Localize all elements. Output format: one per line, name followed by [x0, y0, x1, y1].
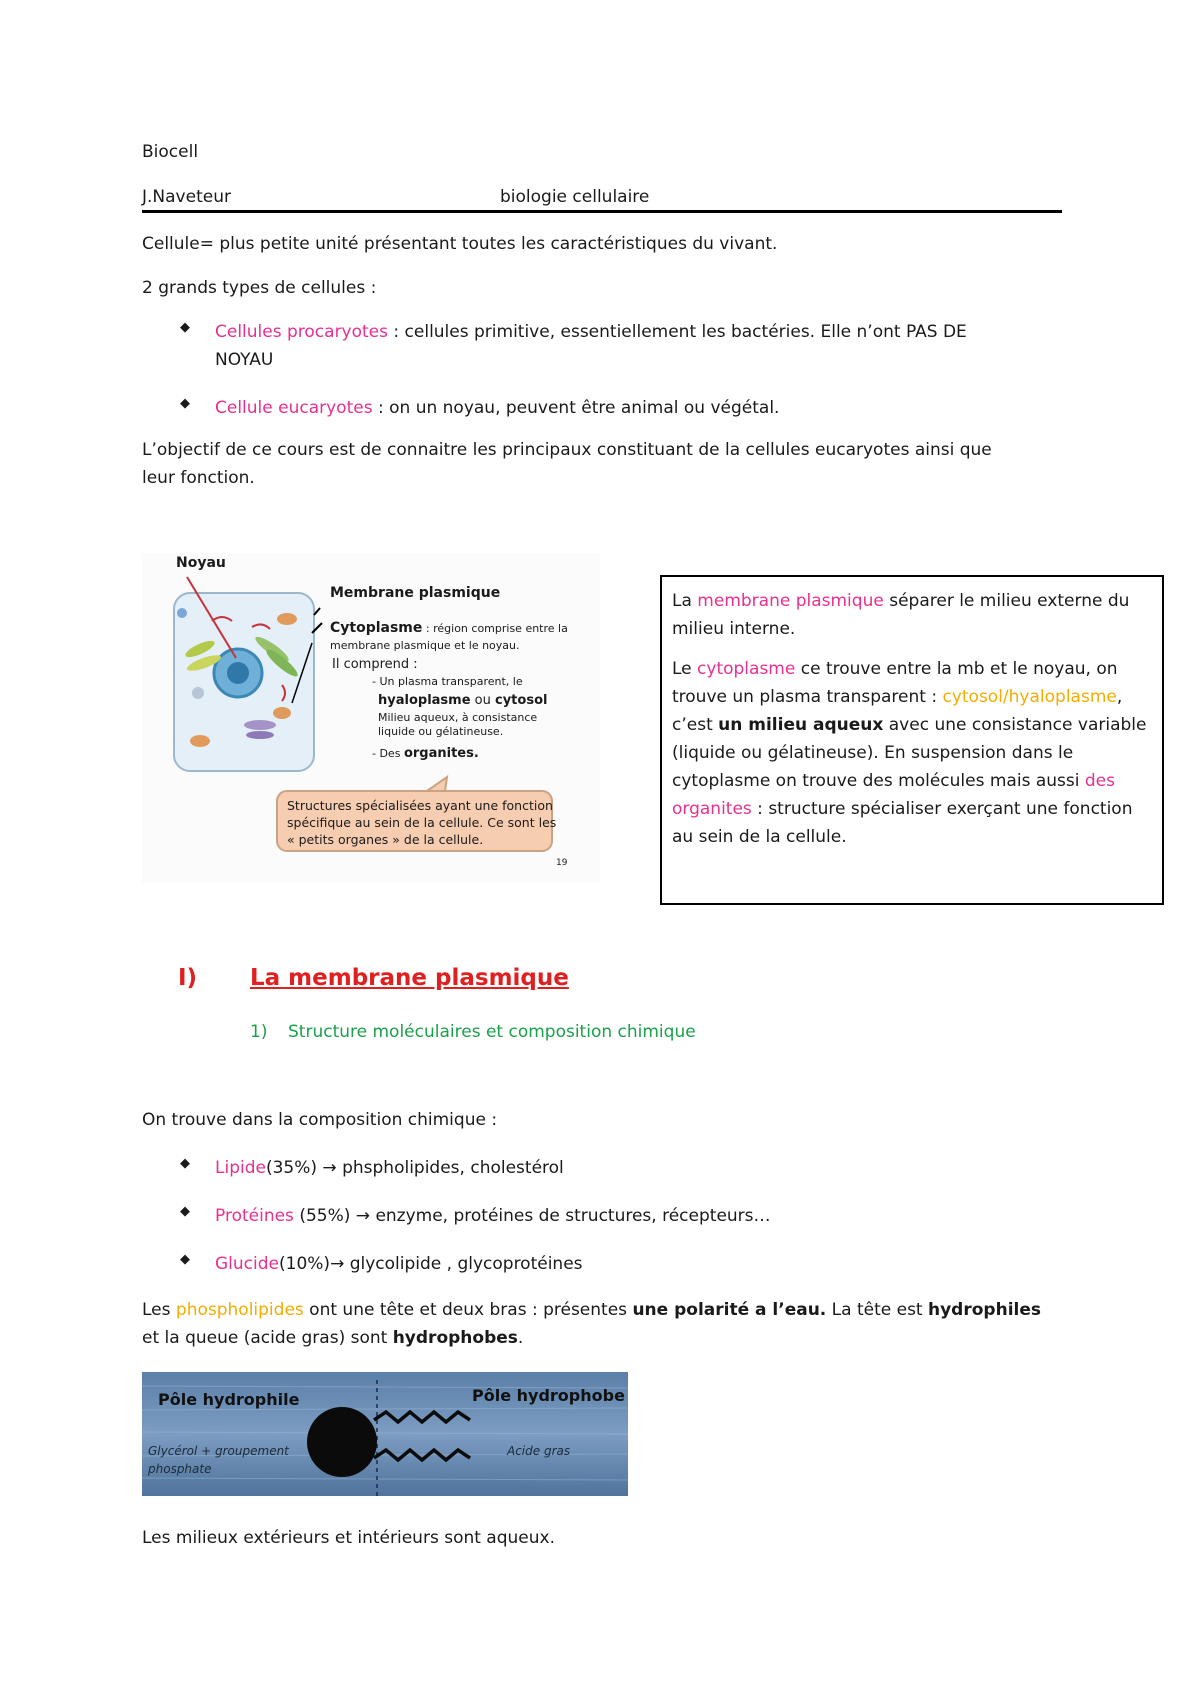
callout-text: Structures spécialisées ayant une fonction spécifique au sein de la cellule. Ce sont les « petits organes » de la cellule.: [287, 798, 557, 847]
label-cytoplasme: Cytoplasme : région comprise entre la: [330, 620, 568, 636]
author: J.Naveteur: [142, 187, 231, 207]
label-noyau: Noyau: [176, 555, 226, 571]
box-p2-line5: cytoplasme on trouve des molécules mais aussi des: [672, 771, 1115, 791]
label-hydrophobe: Pôle hydrophobe: [472, 1386, 625, 1405]
phospho-line-2: et la queue (acide gras) sont hydrophobes.: [142, 1328, 524, 1348]
box-p1-line2: milieu interne.: [672, 619, 796, 639]
label-cytoplasme-desc: membrane plasmique et le noyau.: [330, 639, 520, 652]
list-item-lipide: Lipide(35%) → phspholipides, cholestérol: [215, 1158, 564, 1178]
phospholipid-diagram: [142, 1372, 628, 1496]
box-p2-line3: c’est un milieu aqueux avec une consistance variable: [672, 715, 1147, 735]
label-organites: - Des organites.: [372, 746, 479, 761]
box-p2-line4: (liquide ou gélatineuse). En suspension dans le: [672, 743, 1074, 763]
bullet-icon: ◆: [180, 320, 190, 335]
list-item-glucide: Glucide(10%)→ glycolipide , glycoprotéines: [215, 1254, 583, 1274]
label-hydrophile: Pôle hydrophile: [158, 1390, 300, 1409]
composition-intro: On trouve dans la composition chimique :: [142, 1110, 498, 1130]
subject: biologie cellulaire: [500, 187, 650, 207]
subsection-title: Structure moléculaires et composition chimique: [288, 1022, 696, 1042]
label-milieu-2: liquide ou gélatineuse.: [378, 725, 504, 738]
list-item-procaryote: Cellules procaryotes : cellules primitive, essentiellement les bactéries. Elle n’ont PAS DE: [215, 322, 967, 342]
label-comprend: Il comprend :: [332, 657, 418, 672]
list-item-procaryote-cont: NOYAU: [215, 350, 274, 370]
list-item-proteine: Protéines (55%) → enzyme, protéines de structures, récepteurs…: [215, 1206, 771, 1226]
subsection-number: 1): [250, 1022, 268, 1042]
box-p2-line1: Le cytoplasme ce trouve entre la mb et le noyau, on: [672, 659, 1118, 679]
figure-page-number: 19: [556, 858, 568, 868]
label-hyaloplasme: hyaloplasme ou cytosol: [378, 693, 548, 708]
bullet-icon: ◆: [180, 1156, 190, 1171]
cell-definition: Cellule= plus petite unité présentant toutes les caractéristiques du vivant.: [142, 234, 778, 254]
bullet-icon: ◆: [180, 1252, 190, 1267]
cell-types-intro: 2 grands types de cellules :: [142, 278, 377, 298]
box-p2-line7: au sein de la cellule.: [672, 827, 847, 847]
label-membrane: Membrane plasmique: [330, 585, 501, 601]
box-p1-line1: La membrane plasmique séparer le milieu externe du: [672, 591, 1130, 611]
label-plasma: - Un plasma transparent, le: [372, 675, 523, 688]
label-milieu-1: Milieu aqueux, à consistance: [378, 711, 538, 724]
box-p2-line6: organites : structure spécialiser exerçant une fonction: [672, 799, 1133, 819]
label-acide-gras: Acide gras: [507, 1444, 571, 1458]
bullet-icon: ◆: [180, 396, 190, 411]
section-title: La membrane plasmique: [250, 965, 569, 991]
cell-diagram: [142, 553, 600, 883]
summary-box: [660, 575, 1164, 905]
bullet-icon: ◆: [180, 1204, 190, 1219]
label-glycerol-1: Glycérol + groupement: [148, 1444, 289, 1458]
objective-line-1: L’objectif de ce cours est de connaitre les principaux constituant de la cellules eucaryotes ainsi que: [142, 440, 992, 460]
objective-line-2: leur fonction.: [142, 468, 255, 488]
section-number: I): [178, 965, 198, 991]
label-glycerol-2: phosphate: [148, 1462, 212, 1476]
phospho-line-1: Les phospholipides ont une tête et deux bras : présentes une polarité a l’eau. La tête est hydrophiles: [142, 1300, 1041, 1320]
box-p2-line2: trouve un plasma transparent : cytosol/hyaloplasme,: [672, 687, 1123, 707]
closing-sentence: Les milieux extérieurs et intérieurs sont aqueux.: [142, 1528, 555, 1548]
header-rule: [142, 210, 1062, 213]
doc-title: Biocell: [142, 142, 199, 162]
list-item-eucaryote: Cellule eucaryotes : on un noyau, peuvent être animal ou végétal.: [215, 398, 780, 418]
